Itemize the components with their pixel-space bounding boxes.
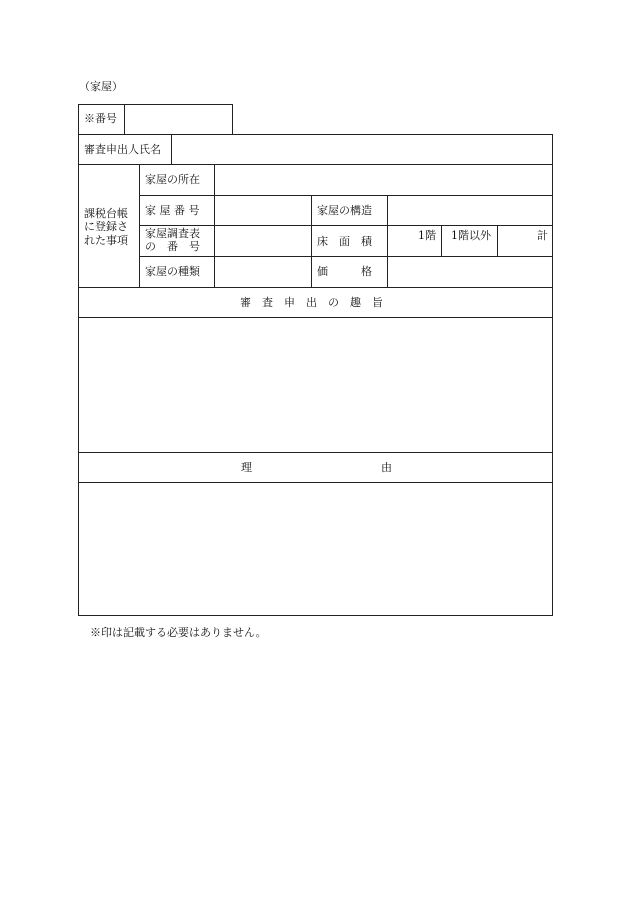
row-line bbox=[78, 164, 553, 165]
row-line bbox=[78, 452, 553, 453]
number-divider bbox=[124, 104, 125, 135]
house-number-label: 家 屋 番 号 bbox=[145, 204, 200, 217]
row-line bbox=[78, 482, 553, 483]
form-heading: （家屋） bbox=[79, 80, 123, 93]
price-label: 価 格 bbox=[317, 265, 372, 278]
col-line bbox=[441, 225, 442, 256]
floor-area-label: 床 面 積 bbox=[317, 235, 372, 248]
purpose-header: 審 査 申 出 の 趣 旨 bbox=[240, 296, 383, 309]
purpose-field[interactable] bbox=[81, 320, 550, 449]
number-field[interactable] bbox=[126, 107, 230, 132]
structure-field[interactable] bbox=[390, 198, 550, 223]
ledger-group-label-3: れた事項 bbox=[84, 234, 128, 247]
floor-first-label: 1階 bbox=[418, 229, 436, 242]
structure-label: 家屋の構造 bbox=[317, 204, 372, 217]
col-line bbox=[171, 134, 172, 164]
kind-field[interactable] bbox=[217, 259, 308, 284]
reason-field[interactable] bbox=[81, 485, 550, 613]
number-label: ※番号 bbox=[84, 112, 117, 125]
price-field[interactable] bbox=[390, 259, 550, 284]
survey-label-2: の 番 号 bbox=[145, 240, 200, 253]
footnote: ※印は記載する必要はありません。 bbox=[90, 626, 267, 639]
reason-header-left: 理 bbox=[241, 461, 252, 474]
floor-other-label: 1階以外 bbox=[451, 229, 491, 242]
applicant-field[interactable] bbox=[174, 137, 550, 162]
col-line bbox=[139, 164, 140, 287]
row-line bbox=[78, 287, 553, 288]
col-line bbox=[214, 164, 215, 287]
row-line bbox=[78, 317, 553, 318]
ledger-group-label-1: 課税台帳 bbox=[84, 207, 128, 220]
location-field[interactable] bbox=[217, 167, 550, 192]
col-line bbox=[387, 195, 388, 287]
col-line bbox=[497, 225, 498, 256]
row-line bbox=[139, 225, 553, 226]
ledger-group-label-2: に登録さ bbox=[84, 220, 128, 233]
col-line bbox=[311, 195, 312, 287]
location-label: 家屋の所在 bbox=[145, 173, 200, 186]
reason-header-right: 由 bbox=[381, 461, 392, 474]
row-line bbox=[139, 195, 553, 196]
survey-label-1: 家屋調査表 bbox=[145, 227, 200, 240]
row-line bbox=[139, 256, 553, 257]
kind-label: 家屋の種類 bbox=[145, 265, 200, 278]
house-number-field[interactable] bbox=[217, 198, 308, 223]
applicant-label: 審査申出人氏名 bbox=[84, 143, 161, 156]
floor-total-label: 計 bbox=[537, 229, 548, 242]
survey-field[interactable] bbox=[217, 228, 308, 253]
